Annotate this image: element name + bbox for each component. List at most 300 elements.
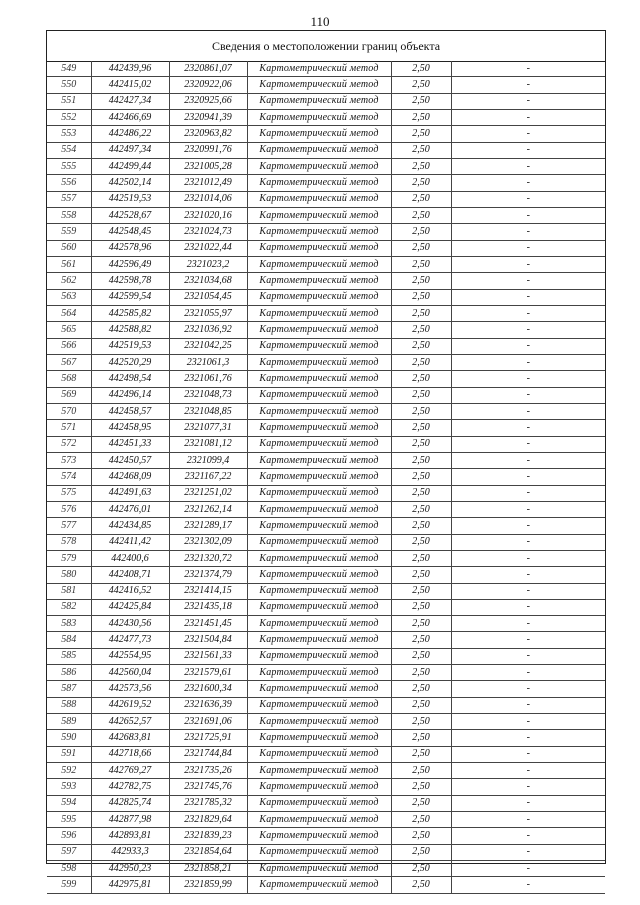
table-row bbox=[47, 436, 605, 452]
accuracy-cell: 2,50 bbox=[391, 61, 451, 77]
table-row bbox=[47, 403, 605, 419]
point-number-cell: 589 bbox=[47, 714, 91, 730]
method-cell: Картометрический метод bbox=[247, 322, 391, 338]
description-cell: - bbox=[451, 534, 605, 550]
method-cell: Картометрический метод bbox=[247, 240, 391, 256]
method-cell: Картометрический метод bbox=[247, 224, 391, 240]
table-row bbox=[47, 371, 605, 387]
method-cell: Картометрический метод bbox=[247, 746, 391, 762]
point-number-cell: 592 bbox=[47, 763, 91, 779]
table-row bbox=[47, 779, 605, 795]
coordinate-y-cell: 2321061,76 bbox=[169, 371, 247, 387]
table-row bbox=[47, 550, 605, 566]
boundary-table-frame bbox=[46, 30, 606, 891]
coordinate-x-cell: 442573,56 bbox=[91, 681, 169, 697]
method-cell: Картометрический метод bbox=[247, 452, 391, 468]
accuracy-cell: 2,50 bbox=[391, 877, 451, 893]
accuracy-cell: 2,50 bbox=[391, 665, 451, 681]
description-cell: - bbox=[451, 61, 605, 77]
method-cell: Картометрический метод bbox=[247, 599, 391, 615]
accuracy-cell: 2,50 bbox=[391, 616, 451, 632]
method-cell: Картометрический метод bbox=[247, 518, 391, 534]
coordinate-x-cell: 442548,45 bbox=[91, 224, 169, 240]
coordinate-x-cell: 442450,57 bbox=[91, 452, 169, 468]
point-number-cell: 569 bbox=[47, 387, 91, 403]
coordinate-y-cell: 2321077,31 bbox=[169, 420, 247, 436]
coordinate-x-cell: 442519,53 bbox=[91, 338, 169, 354]
method-cell: Картометрический метод bbox=[247, 371, 391, 387]
point-number-cell: 578 bbox=[47, 534, 91, 550]
coordinate-x-cell: 442950,23 bbox=[91, 861, 169, 877]
method-cell: Картометрический метод bbox=[247, 730, 391, 746]
point-number-cell: 585 bbox=[47, 648, 91, 664]
method-cell: Картометрический метод bbox=[247, 714, 391, 730]
point-number-cell: 581 bbox=[47, 583, 91, 599]
description-cell: - bbox=[451, 828, 605, 844]
description-cell: - bbox=[451, 697, 605, 713]
table-row bbox=[47, 485, 605, 501]
accuracy-cell: 2,50 bbox=[391, 583, 451, 599]
coordinate-x-cell: 442893,81 bbox=[91, 828, 169, 844]
point-number-cell: 559 bbox=[47, 224, 91, 240]
accuracy-cell: 2,50 bbox=[391, 795, 451, 811]
table-row bbox=[47, 207, 605, 223]
coordinate-y-cell: 2321036,92 bbox=[169, 322, 247, 338]
coordinate-x-cell: 442458,95 bbox=[91, 420, 169, 436]
accuracy-cell: 2,50 bbox=[391, 648, 451, 664]
description-cell: - bbox=[451, 109, 605, 125]
coordinates-table bbox=[47, 61, 605, 894]
coordinate-y-cell: 2321859,99 bbox=[169, 877, 247, 893]
coordinate-y-cell: 2321504,84 bbox=[169, 632, 247, 648]
point-number-cell: 550 bbox=[47, 77, 91, 93]
method-cell: Картометрический метод bbox=[247, 354, 391, 370]
point-number-cell: 579 bbox=[47, 550, 91, 566]
method-cell: Картометрический метод bbox=[247, 648, 391, 664]
coordinate-x-cell: 442477,73 bbox=[91, 632, 169, 648]
coordinate-x-cell: 442588,82 bbox=[91, 322, 169, 338]
description-cell: - bbox=[451, 763, 605, 779]
point-number-cell: 557 bbox=[47, 191, 91, 207]
table-row bbox=[47, 322, 605, 338]
table-row bbox=[47, 175, 605, 191]
method-cell: Картометрический метод bbox=[247, 93, 391, 109]
coordinate-y-cell: 2321579,61 bbox=[169, 665, 247, 681]
method-cell: Картометрический метод bbox=[247, 616, 391, 632]
coordinate-x-cell: 442619,52 bbox=[91, 697, 169, 713]
method-cell: Картометрический метод bbox=[247, 763, 391, 779]
coordinate-y-cell: 2321262,14 bbox=[169, 501, 247, 517]
method-cell: Картометрический метод bbox=[247, 175, 391, 191]
coordinate-x-cell: 442486,22 bbox=[91, 126, 169, 142]
description-cell: - bbox=[451, 861, 605, 877]
method-cell: Картометрический метод bbox=[247, 844, 391, 860]
table-row bbox=[47, 844, 605, 860]
table-row bbox=[47, 289, 605, 305]
coordinate-y-cell: 2320922,06 bbox=[169, 77, 247, 93]
accuracy-cell: 2,50 bbox=[391, 779, 451, 795]
description-cell: - bbox=[451, 371, 605, 387]
description-cell: - bbox=[451, 322, 605, 338]
coordinate-x-cell: 442933,3 bbox=[91, 844, 169, 860]
method-cell: Картометрический метод bbox=[247, 191, 391, 207]
coordinate-x-cell: 442434,85 bbox=[91, 518, 169, 534]
coordinate-x-cell: 442408,71 bbox=[91, 567, 169, 583]
point-number-cell: 577 bbox=[47, 518, 91, 534]
point-number-cell: 586 bbox=[47, 665, 91, 681]
accuracy-cell: 2,50 bbox=[391, 518, 451, 534]
coordinate-y-cell: 2321636,39 bbox=[169, 697, 247, 713]
description-cell: - bbox=[451, 779, 605, 795]
description-cell: - bbox=[451, 746, 605, 762]
table-row bbox=[47, 828, 605, 844]
description-cell: - bbox=[451, 583, 605, 599]
description-cell: - bbox=[451, 812, 605, 828]
method-cell: Картометрический метод bbox=[247, 828, 391, 844]
coordinate-y-cell: 2320963,82 bbox=[169, 126, 247, 142]
table-row bbox=[47, 648, 605, 664]
coordinate-y-cell: 2321034,68 bbox=[169, 273, 247, 289]
coordinate-y-cell: 2320925,66 bbox=[169, 93, 247, 109]
coordinate-y-cell: 2321302,09 bbox=[169, 534, 247, 550]
description-cell: - bbox=[451, 289, 605, 305]
coordinate-y-cell: 2321829,64 bbox=[169, 812, 247, 828]
method-cell: Картометрический метод bbox=[247, 469, 391, 485]
point-number-cell: 561 bbox=[47, 256, 91, 272]
description-cell: - bbox=[451, 599, 605, 615]
table-row bbox=[47, 518, 605, 534]
table-row bbox=[47, 714, 605, 730]
description-cell: - bbox=[451, 338, 605, 354]
method-cell: Картометрический метод bbox=[247, 289, 391, 305]
accuracy-cell: 2,50 bbox=[391, 861, 451, 877]
accuracy-cell: 2,50 bbox=[391, 109, 451, 125]
coordinate-x-cell: 442498,54 bbox=[91, 371, 169, 387]
description-cell: - bbox=[451, 452, 605, 468]
description-cell: - bbox=[451, 844, 605, 860]
point-number-cell: 584 bbox=[47, 632, 91, 648]
coordinate-y-cell: 2321055,97 bbox=[169, 305, 247, 321]
description-cell: - bbox=[451, 126, 605, 142]
table-row bbox=[47, 126, 605, 142]
coordinate-y-cell: 2321020,16 bbox=[169, 207, 247, 223]
accuracy-cell: 2,50 bbox=[391, 338, 451, 354]
description-cell: - bbox=[451, 273, 605, 289]
accuracy-cell: 2,50 bbox=[391, 403, 451, 419]
table-row bbox=[47, 420, 605, 436]
method-cell: Картометрический метод bbox=[247, 142, 391, 158]
accuracy-cell: 2,50 bbox=[391, 371, 451, 387]
description-cell: - bbox=[451, 632, 605, 648]
coordinate-x-cell: 442466,69 bbox=[91, 109, 169, 125]
coordinate-y-cell: 2321451,45 bbox=[169, 616, 247, 632]
description-cell: - bbox=[451, 93, 605, 109]
description-cell: - bbox=[451, 175, 605, 191]
point-number-cell: 554 bbox=[47, 142, 91, 158]
coordinate-y-cell: 2320941,39 bbox=[169, 109, 247, 125]
method-cell: Картометрический метод bbox=[247, 126, 391, 142]
accuracy-cell: 2,50 bbox=[391, 273, 451, 289]
coordinate-y-cell: 2321099,4 bbox=[169, 452, 247, 468]
section-title: Сведения о местоположении границ объекта bbox=[47, 31, 605, 62]
table-row bbox=[47, 273, 605, 289]
table-row bbox=[47, 583, 605, 599]
point-number-cell: 574 bbox=[47, 469, 91, 485]
accuracy-cell: 2,50 bbox=[391, 289, 451, 305]
table-row bbox=[47, 224, 605, 240]
coordinate-x-cell: 442599,54 bbox=[91, 289, 169, 305]
point-number-cell: 598 bbox=[47, 861, 91, 877]
accuracy-cell: 2,50 bbox=[391, 224, 451, 240]
description-cell: - bbox=[451, 616, 605, 632]
description-cell: - bbox=[451, 730, 605, 746]
coordinate-x-cell: 442825,74 bbox=[91, 795, 169, 811]
coordinate-x-cell: 442782,75 bbox=[91, 779, 169, 795]
coordinate-x-cell: 442520,29 bbox=[91, 354, 169, 370]
point-number-cell: 560 bbox=[47, 240, 91, 256]
accuracy-cell: 2,50 bbox=[391, 534, 451, 550]
accuracy-cell: 2,50 bbox=[391, 158, 451, 174]
coordinate-x-cell: 442502,14 bbox=[91, 175, 169, 191]
description-cell: - bbox=[451, 485, 605, 501]
description-cell: - bbox=[451, 403, 605, 419]
description-cell: - bbox=[451, 207, 605, 223]
table-row bbox=[47, 795, 605, 811]
coordinate-x-cell: 442400,6 bbox=[91, 550, 169, 566]
table-row bbox=[47, 763, 605, 779]
accuracy-cell: 2,50 bbox=[391, 697, 451, 713]
coordinate-x-cell: 442683,81 bbox=[91, 730, 169, 746]
point-number-cell: 553 bbox=[47, 126, 91, 142]
table-row bbox=[47, 469, 605, 485]
point-number-cell: 571 bbox=[47, 420, 91, 436]
point-number-cell: 549 bbox=[47, 61, 91, 77]
table-row bbox=[47, 338, 605, 354]
table-row bbox=[47, 616, 605, 632]
accuracy-cell: 2,50 bbox=[391, 485, 451, 501]
coordinate-x-cell: 442497,34 bbox=[91, 142, 169, 158]
coordinate-y-cell: 2321858,21 bbox=[169, 861, 247, 877]
coordinate-x-cell: 442451,33 bbox=[91, 436, 169, 452]
coordinate-y-cell: 2321725,91 bbox=[169, 730, 247, 746]
point-number-cell: 568 bbox=[47, 371, 91, 387]
point-number-cell: 591 bbox=[47, 746, 91, 762]
coordinate-y-cell: 2321320,72 bbox=[169, 550, 247, 566]
point-number-cell: 583 bbox=[47, 616, 91, 632]
table-row bbox=[47, 681, 605, 697]
description-cell: - bbox=[451, 142, 605, 158]
description-cell: - bbox=[451, 436, 605, 452]
table-row bbox=[47, 158, 605, 174]
method-cell: Картометрический метод bbox=[247, 583, 391, 599]
coordinate-x-cell: 442578,96 bbox=[91, 240, 169, 256]
point-number-cell: 575 bbox=[47, 485, 91, 501]
point-number-cell: 555 bbox=[47, 158, 91, 174]
accuracy-cell: 2,50 bbox=[391, 240, 451, 256]
description-cell: - bbox=[451, 224, 605, 240]
method-cell: Картометрический метод bbox=[247, 681, 391, 697]
point-number-cell: 562 bbox=[47, 273, 91, 289]
description-cell: - bbox=[451, 665, 605, 681]
table-row bbox=[47, 697, 605, 713]
description-cell: - bbox=[451, 158, 605, 174]
accuracy-cell: 2,50 bbox=[391, 354, 451, 370]
point-number-cell: 570 bbox=[47, 403, 91, 419]
table-row bbox=[47, 534, 605, 550]
coordinate-y-cell: 2320991,76 bbox=[169, 142, 247, 158]
method-cell: Картометрический метод bbox=[247, 305, 391, 321]
coordinate-y-cell: 2321022,44 bbox=[169, 240, 247, 256]
description-cell: - bbox=[451, 240, 605, 256]
method-cell: Картометрический метод bbox=[247, 812, 391, 828]
method-cell: Картометрический метод bbox=[247, 665, 391, 681]
method-cell: Картометрический метод bbox=[247, 109, 391, 125]
coordinate-y-cell: 2321374,79 bbox=[169, 567, 247, 583]
accuracy-cell: 2,50 bbox=[391, 730, 451, 746]
coordinate-y-cell: 2321691,06 bbox=[169, 714, 247, 730]
description-cell: - bbox=[451, 469, 605, 485]
accuracy-cell: 2,50 bbox=[391, 126, 451, 142]
coordinate-x-cell: 442499,44 bbox=[91, 158, 169, 174]
coordinate-y-cell: 2321005,28 bbox=[169, 158, 247, 174]
accuracy-cell: 2,50 bbox=[391, 175, 451, 191]
method-cell: Картометрический метод bbox=[247, 436, 391, 452]
description-cell: - bbox=[451, 795, 605, 811]
method-cell: Картометрический метод bbox=[247, 403, 391, 419]
method-cell: Картометрический метод bbox=[247, 779, 391, 795]
coordinate-x-cell: 442439,96 bbox=[91, 61, 169, 77]
accuracy-cell: 2,50 bbox=[391, 420, 451, 436]
coordinate-x-cell: 442468,09 bbox=[91, 469, 169, 485]
coordinate-x-cell: 442528,67 bbox=[91, 207, 169, 223]
coordinate-y-cell: 2321435,18 bbox=[169, 599, 247, 615]
table-row bbox=[47, 354, 605, 370]
coordinate-y-cell: 2321785,32 bbox=[169, 795, 247, 811]
description-cell: - bbox=[451, 501, 605, 517]
description-cell: - bbox=[451, 191, 605, 207]
coordinate-y-cell: 2321854,64 bbox=[169, 844, 247, 860]
point-number-cell: 551 bbox=[47, 93, 91, 109]
accuracy-cell: 2,50 bbox=[391, 387, 451, 403]
coordinate-x-cell: 442425,84 bbox=[91, 599, 169, 615]
accuracy-cell: 2,50 bbox=[391, 322, 451, 338]
point-number-cell: 563 bbox=[47, 289, 91, 305]
description-cell: - bbox=[451, 681, 605, 697]
coordinate-y-cell: 2321061,3 bbox=[169, 354, 247, 370]
accuracy-cell: 2,50 bbox=[391, 828, 451, 844]
point-number-cell: 595 bbox=[47, 812, 91, 828]
point-number-cell: 556 bbox=[47, 175, 91, 191]
point-number-cell: 587 bbox=[47, 681, 91, 697]
description-cell: - bbox=[451, 387, 605, 403]
method-cell: Картометрический метод bbox=[247, 207, 391, 223]
point-number-cell: 580 bbox=[47, 567, 91, 583]
point-number-cell: 588 bbox=[47, 697, 91, 713]
table-row bbox=[47, 567, 605, 583]
description-cell: - bbox=[451, 714, 605, 730]
point-number-cell: 593 bbox=[47, 779, 91, 795]
method-cell: Картометрический метод bbox=[247, 420, 391, 436]
method-cell: Картометрический метод bbox=[247, 567, 391, 583]
point-number-cell: 596 bbox=[47, 828, 91, 844]
method-cell: Картометрический метод bbox=[247, 632, 391, 648]
method-cell: Картометрический метод bbox=[247, 534, 391, 550]
coordinate-y-cell: 2321024,73 bbox=[169, 224, 247, 240]
description-cell: - bbox=[451, 305, 605, 321]
coordinate-y-cell: 2321012,49 bbox=[169, 175, 247, 191]
accuracy-cell: 2,50 bbox=[391, 746, 451, 762]
point-number-cell: 565 bbox=[47, 322, 91, 338]
point-number-cell: 594 bbox=[47, 795, 91, 811]
point-number-cell: 597 bbox=[47, 844, 91, 860]
accuracy-cell: 2,50 bbox=[391, 469, 451, 485]
coordinate-x-cell: 442476,01 bbox=[91, 501, 169, 517]
coordinate-x-cell: 442596,49 bbox=[91, 256, 169, 272]
accuracy-cell: 2,50 bbox=[391, 714, 451, 730]
method-cell: Картометрический метод bbox=[247, 877, 391, 893]
description-cell: - bbox=[451, 420, 605, 436]
coordinate-x-cell: 442416,52 bbox=[91, 583, 169, 599]
coordinate-x-cell: 442519,53 bbox=[91, 191, 169, 207]
point-number-cell: 576 bbox=[47, 501, 91, 517]
coordinate-y-cell: 2321014,06 bbox=[169, 191, 247, 207]
point-number-cell: 582 bbox=[47, 599, 91, 615]
table-row bbox=[47, 387, 605, 403]
method-cell: Картометрический метод bbox=[247, 697, 391, 713]
accuracy-cell: 2,50 bbox=[391, 632, 451, 648]
coordinate-x-cell: 442598,78 bbox=[91, 273, 169, 289]
coordinate-x-cell: 442560,04 bbox=[91, 665, 169, 681]
table-row bbox=[47, 746, 605, 762]
table-row bbox=[47, 861, 605, 877]
accuracy-cell: 2,50 bbox=[391, 844, 451, 860]
table-row bbox=[47, 109, 605, 125]
coordinate-y-cell: 2321600,34 bbox=[169, 681, 247, 697]
accuracy-cell: 2,50 bbox=[391, 812, 451, 828]
accuracy-cell: 2,50 bbox=[391, 305, 451, 321]
description-cell: - bbox=[451, 518, 605, 534]
coordinate-x-cell: 442430,56 bbox=[91, 616, 169, 632]
point-number-cell: 558 bbox=[47, 207, 91, 223]
coordinate-y-cell: 2321735,26 bbox=[169, 763, 247, 779]
coordinate-x-cell: 442877,98 bbox=[91, 812, 169, 828]
method-cell: Картометрический метод bbox=[247, 77, 391, 93]
point-number-cell: 552 bbox=[47, 109, 91, 125]
table-row bbox=[47, 812, 605, 828]
method-cell: Картометрический метод bbox=[247, 861, 391, 877]
accuracy-cell: 2,50 bbox=[391, 501, 451, 517]
accuracy-cell: 2,50 bbox=[391, 77, 451, 93]
point-number-cell: 590 bbox=[47, 730, 91, 746]
accuracy-cell: 2,50 bbox=[391, 599, 451, 615]
coordinate-y-cell: 2320861,07 bbox=[169, 61, 247, 77]
coordinate-x-cell: 442652,57 bbox=[91, 714, 169, 730]
method-cell: Картометрический метод bbox=[247, 256, 391, 272]
method-cell: Картометрический метод bbox=[247, 550, 391, 566]
table-row bbox=[47, 730, 605, 746]
table-row bbox=[47, 61, 605, 77]
coordinate-y-cell: 2321048,85 bbox=[169, 403, 247, 419]
accuracy-cell: 2,50 bbox=[391, 256, 451, 272]
accuracy-cell: 2,50 bbox=[391, 93, 451, 109]
table-row bbox=[47, 305, 605, 321]
description-cell: - bbox=[451, 877, 605, 893]
method-cell: Картометрический метод bbox=[247, 387, 391, 403]
coordinate-y-cell: 2321745,76 bbox=[169, 779, 247, 795]
coordinate-x-cell: 442415,02 bbox=[91, 77, 169, 93]
table-row bbox=[47, 77, 605, 93]
accuracy-cell: 2,50 bbox=[391, 452, 451, 468]
